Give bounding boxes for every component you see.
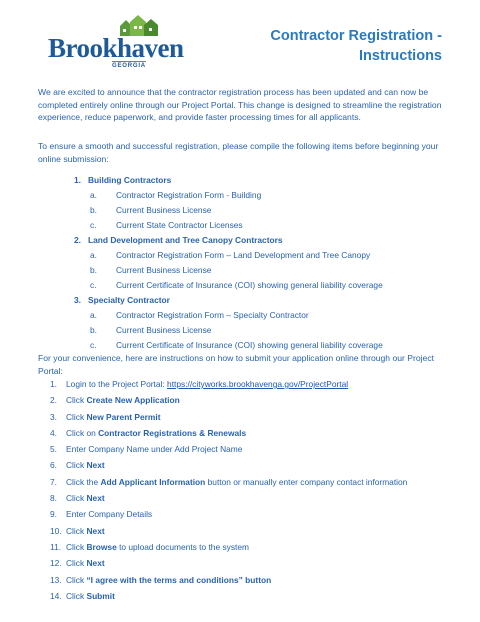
prep-paragraph: To ensure a smooth and successful registration, please compile the following items before beginning your online submission: bbox=[38, 141, 439, 164]
item-text: Contractor Registration Form – Land Development and Tree Canopy bbox=[116, 250, 371, 260]
step-number: 12. bbox=[50, 558, 62, 569]
step-number: 11. bbox=[50, 541, 62, 552]
section-number: 1. bbox=[74, 175, 81, 185]
step-item bbox=[50, 508, 450, 524]
step-text: Click bbox=[66, 395, 87, 406]
item-text: Contractor Registration Form - Building bbox=[116, 190, 262, 200]
step-number: 10. bbox=[50, 525, 62, 536]
item-letter: b. bbox=[90, 265, 97, 275]
step-item bbox=[50, 492, 450, 508]
project-portal-link[interactable]: https://cityworks.brookhavenga.gov/ProjectPortal bbox=[167, 379, 349, 389]
item-text: Current Business License bbox=[116, 325, 212, 335]
step-text: Click bbox=[66, 525, 87, 536]
step-text: Click bbox=[66, 541, 87, 552]
step-bold: Contractor Registrations & Renewals bbox=[98, 427, 247, 438]
step-text-after: button or manually enter company contact information bbox=[205, 476, 408, 487]
step-item bbox=[50, 394, 450, 410]
step-number: 3. bbox=[50, 411, 57, 422]
step-text: Click bbox=[66, 493, 87, 504]
section-number: 3. bbox=[74, 295, 81, 305]
item-letter: c. bbox=[90, 280, 97, 290]
list-item bbox=[74, 189, 454, 204]
step-text: Click bbox=[66, 574, 87, 585]
section-heading bbox=[74, 174, 454, 189]
step-bold: Add Applicant Information bbox=[100, 476, 206, 487]
list-item bbox=[74, 279, 454, 294]
steps-list bbox=[50, 378, 450, 606]
step-number: 6. bbox=[50, 460, 57, 471]
item-text: Contractor Registration Form – Specialty Contractor bbox=[116, 310, 309, 320]
requirement-section bbox=[74, 234, 454, 294]
step-number: 2. bbox=[50, 395, 57, 406]
step-number: 13. bbox=[50, 574, 62, 585]
step-text: Enter Company Details bbox=[66, 509, 153, 520]
step-bold: Next bbox=[86, 558, 105, 569]
item-text: Current Certificate of Insurance (COI) showing general liability coverage bbox=[116, 340, 383, 350]
step-item bbox=[50, 541, 450, 557]
step-bold: Create New Application bbox=[86, 395, 180, 406]
item-text: Current Business License bbox=[116, 205, 212, 215]
step-item bbox=[50, 378, 450, 394]
step-text-after: to upload documents to the system bbox=[116, 541, 249, 552]
step-item bbox=[50, 574, 450, 590]
step-text: Click bbox=[66, 411, 87, 422]
page-title bbox=[270, 26, 442, 66]
step-text: Click bbox=[66, 460, 87, 471]
section-title: Specialty Contractor bbox=[88, 295, 170, 305]
item-text: Current State Contractor Licenses bbox=[116, 220, 243, 230]
item-letter: b. bbox=[90, 205, 97, 215]
item-letter: a. bbox=[90, 190, 97, 200]
instructions-intro: For your convenience, here are instructions on how to submit your application online through our Project Portal: bbox=[38, 353, 435, 376]
step-item bbox=[50, 525, 450, 541]
step-item bbox=[50, 459, 450, 475]
step-text: Click bbox=[66, 590, 87, 601]
step-number: 4. bbox=[50, 427, 57, 438]
logo-wordmark: Brookhaven bbox=[48, 33, 184, 63]
step-text: Click on bbox=[66, 427, 99, 438]
step-bold: Browse bbox=[86, 541, 117, 552]
section-title: Land Development and Tree Canopy Contractors bbox=[88, 235, 283, 245]
step-text: Login to the Project Portal: bbox=[66, 379, 168, 389]
step-bold: Next bbox=[86, 460, 105, 471]
step-item bbox=[50, 427, 450, 443]
item-letter: c. bbox=[90, 220, 97, 230]
section-heading bbox=[74, 294, 454, 309]
requirement-section bbox=[74, 294, 454, 354]
step-number: 9. bbox=[50, 509, 57, 520]
list-item bbox=[74, 219, 454, 234]
list-item bbox=[74, 264, 454, 279]
item-letter: c. bbox=[90, 340, 97, 350]
list-item bbox=[74, 309, 454, 324]
step-number: 14. bbox=[50, 590, 62, 601]
item-text: Current Certificate of Insurance (COI) showing general liability coverage bbox=[116, 280, 383, 290]
item-letter: b. bbox=[90, 325, 97, 335]
step-number: 1. bbox=[50, 379, 57, 389]
section-title: Building Contractors bbox=[88, 175, 172, 185]
step-item bbox=[50, 590, 450, 606]
step-text: Click bbox=[66, 558, 87, 569]
list-item bbox=[74, 324, 454, 339]
logo-state: GEORGIA bbox=[112, 63, 146, 69]
step-text: Enter Company Name under Add Project Name bbox=[66, 444, 243, 455]
intro-paragraph: We are excited to announce that the contractor registration process has been updated and can now be completed entirely online through our Project Portal. This change is designed to streamline the registration experience, reduce paperwork, and provide faster processing times for all applicants. bbox=[38, 87, 442, 123]
list-item bbox=[74, 204, 454, 219]
brookhaven-logo bbox=[48, 14, 184, 70]
section-heading bbox=[74, 234, 454, 249]
title-line-2: Instructions bbox=[359, 48, 442, 64]
step-item bbox=[50, 476, 450, 492]
step-bold: Next bbox=[86, 525, 105, 536]
item-letter: a. bbox=[90, 310, 97, 320]
step-bold: New Parent Permit bbox=[86, 411, 161, 422]
item-text: Current Business License bbox=[116, 265, 212, 275]
section-number: 2. bbox=[74, 235, 81, 245]
requirements-list bbox=[74, 174, 454, 354]
list-item bbox=[74, 249, 454, 264]
step-bold: Next bbox=[86, 493, 105, 504]
step-number: 8. bbox=[50, 493, 57, 504]
step-number: 5. bbox=[50, 444, 57, 455]
title-line-1: Contractor Registration - bbox=[270, 28, 442, 44]
requirement-section bbox=[74, 174, 454, 234]
step-text: Click the bbox=[66, 476, 101, 487]
step-bold: “I agree with the terms and conditions” button bbox=[86, 574, 272, 585]
step-item bbox=[50, 411, 450, 427]
step-number: 7. bbox=[50, 476, 57, 487]
step-item bbox=[50, 443, 450, 459]
step-bold: Submit bbox=[86, 590, 115, 601]
item-letter: a. bbox=[90, 250, 97, 260]
step-item bbox=[50, 557, 450, 573]
